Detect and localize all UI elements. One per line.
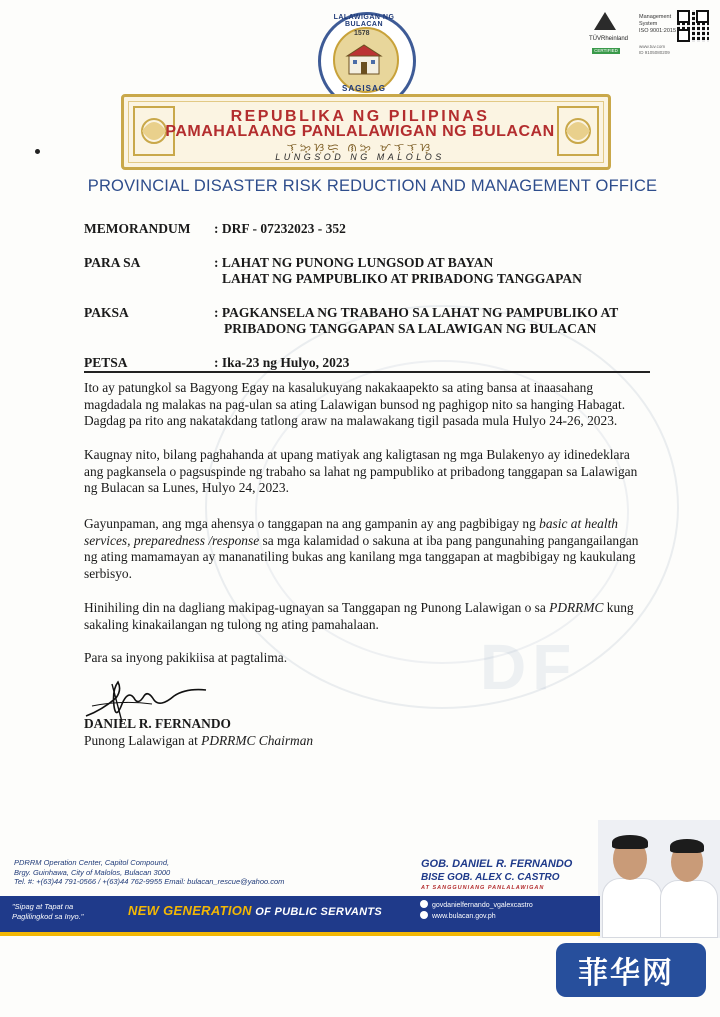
government-heading: PAMAHALAANG PANLALAWIGAN NG BULACAN [165,123,555,140]
office-heading: PROVINCIAL DISASTER RISK REDUCTION AND MANAGEMENT OFFICE [87,177,658,195]
footer-motto: "Sipag at Tapat na Paglilingkod sa Inyo." [12,902,84,921]
baybayin-script: ᜎᜓᜅ᜔ᜐᜓᜇ᜔ ᜈᜅ᜔ ᜋᜎᜓᜎᜓᜐ᜔ [286,142,434,154]
paksa-line-1: : PAGKANSELA NG TRABAHO SA LAHAT NG PAMPUBLIKO AT [214,305,619,320]
city-heading: LUNGSOD NG MALOLOS [275,152,445,162]
footer-address: PDRRM Operation Center, Capitol Compound, Brgy. Guinhawa, City of Malolos, Bulacan 3000 Tel. #: +(63)44 791-0566 / +(63)44 762-9955 Email: bulacan_rescue@yahoo.com [14,858,285,886]
tuv-logo-icon [594,12,616,30]
sanggunian-label: AT SANGGUNIANG PANLALAWIGAN [421,885,545,891]
iso-certification: Management System ISO 9001:2015 [639,14,677,34]
republic-heading: REPUBLIKA NG PILIPINAS [230,108,490,125]
petsa-value: : Ika-23 ng Hulyo, 2023 [214,355,350,370]
para-sa-label: PARA SA [84,255,141,270]
paragraph-2: Kaugnay nito, bilang paghahanda at upang matiyak ang kaligtasan ng mga Bulakenyo ay idinedeklara ang pagkansela o pagsuspinde ng trabaho sa lahat ng pampubliko at pribadong tanggapan sa Lalawigan ng Bulacan sa Lunes, Hulyo 24, 2023. [84,447,638,495]
governor-name: GOB. DANIEL R. FERNANDO [421,858,573,870]
church-icon [345,42,383,76]
globe-icon [420,911,428,919]
memorandum-label: MEMORANDUM [84,221,191,236]
paksa-line-2: PRIBADONG TANGGAPAN SA LALAWIGAN NG BULACAN [224,321,597,336]
seal-top-text: LALAWIGAN NG BULACAN [333,14,395,28]
paragraph-1: Ito ay patungkol sa Bagyong Egay na kasalukuyang nakakaapekto sa ating bansa at inaasahang magdadala ng malakas na pag-ulan sa ating Lalawigan bunsod ng paghigop nito sa hanging Habagat. Dagdag pa rito ang nakatakdang tatlong araw na malawakang tigil pasada mula Hulyo 24-26, 2023. [84,380,626,428]
paksa-label: PAKSA [84,305,129,320]
signatory-title: Punong Lalawigan at PDRRMC Chairman [84,733,314,748]
seal-bottom-text: SAGISAG [342,84,386,93]
cert-web: www.tuv.com ID 9105080209 [639,44,670,55]
paragraph-5: Para sa inyong pakikiisa at pagtalima. [84,650,288,665]
cert-tag: CERTIFIED [592,48,620,54]
facebook-icon [420,900,428,908]
para-sa-line-1: : LAHAT NG PUNONG LUNGSOD AT BAYAN [214,255,494,270]
signatory-name: DANIEL R. FERNANDO [84,716,231,731]
memorandum-number: : DRF - 07232023 - 352 [214,221,346,236]
seal-year: 1578 [354,30,370,37]
site-watermark-text: 菲华网 [578,956,674,991]
vice-governor-name: BISE GOB. ALEX C. CASTRO [421,872,560,883]
petsa-label: PETSA [84,355,128,370]
footer-social: govdanielfernando_vgalexcastro www.bulacan.gov.ph [420,900,533,922]
paragraph-3: Gayunpaman, ang mga ahensya o tanggapan na ang gampanin ay ang pagbibigay ng basic at health services, preparedness /response sa mga kalamidad o sakuna at iba pang pangunahing pangangailangan ng ating mamamayan ay mananatiling bukas ang kanilang mga tanggapan at magbibigay ng kaukulang serbisyo. [84,516,639,581]
header-divider [84,371,650,373]
footer-accent [0,932,600,936]
watermark-initials: DF [480,631,578,703]
para-sa-line-2: LAHAT NG PAMPUBLIKO AT PRIBADONG TANGGAPAN [222,271,582,286]
paragraph-4: Hinihiling din na dagliang makipag-ugnayan sa Tanggapan ng Punong Lalawigan o sa PDRRMC kung sakaling kinakailangan ng tulong ng ating pamahalaan. [84,600,634,632]
cert-label: TÜVRheinland [589,36,629,42]
footer-slogan: NEW GENERATION OF PUBLIC SERVANTS [128,903,383,918]
